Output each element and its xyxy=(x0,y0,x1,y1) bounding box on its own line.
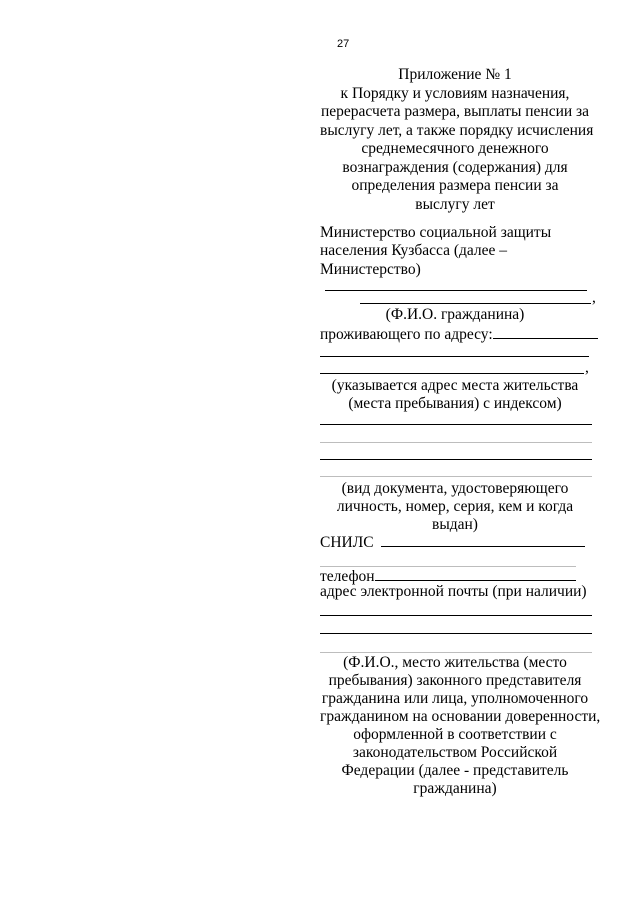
snils-label: СНИЛС xyxy=(320,534,374,551)
email-line-3[interactable] xyxy=(320,652,592,653)
address-field-inline[interactable] xyxy=(493,324,598,339)
document-line-2[interactable] xyxy=(320,442,592,443)
appendix-line: к Порядку и условиям назначения, xyxy=(340,85,570,102)
appendix-line: вознаграждения (содержания) для xyxy=(342,159,568,176)
address-caption-line: (места пребывания) с индексом) xyxy=(348,395,562,412)
representative-caption-line: законодательством Российской xyxy=(352,744,558,761)
addressee-line: населения Кузбасса (далее – xyxy=(320,242,508,259)
document-caption-line: личность, номер, серия, кем и когда xyxy=(336,498,574,515)
fio-caption: (Ф.И.О. гражданина) xyxy=(385,306,525,323)
document-line-3[interactable] xyxy=(320,459,592,460)
email-label: адрес электронной почты (при наличии) xyxy=(320,583,587,600)
representative-caption-line: гражданина или лица, уполномоченного xyxy=(321,690,589,707)
email-line-1[interactable] xyxy=(320,615,592,616)
appendix-line: выслугу лет xyxy=(415,196,495,213)
address-trailing-comma: , xyxy=(585,359,589,376)
snils-field[interactable] xyxy=(381,532,585,547)
fio-line-2[interactable] xyxy=(360,303,591,304)
representative-caption-line: пребывания) законного представителя xyxy=(328,672,582,689)
appendix-line: перерасчета размера, выплаты пенсии за xyxy=(320,103,590,120)
page-number: 27 xyxy=(337,38,350,50)
document-line-4[interactable] xyxy=(320,476,592,477)
email-line-2[interactable] xyxy=(320,633,592,634)
addressee-line: Министерство) xyxy=(320,261,421,278)
addressee-line: Министерство социальной защиты xyxy=(320,224,552,241)
appendix-line: среднемесячного денежного xyxy=(361,140,549,157)
phone-label: телефон xyxy=(320,568,375,585)
document-line-1[interactable] xyxy=(320,424,592,425)
document-caption-line: (вид документа, удостоверяющего xyxy=(341,480,569,497)
address-caption-line: (указывается адрес места жительства xyxy=(331,377,579,394)
address-line-3[interactable] xyxy=(320,373,584,374)
appendix-line: выслугу лет, а также порядку исчисления xyxy=(320,122,594,139)
representative-caption-line: (Ф.И.О., место жительства (место xyxy=(343,654,567,671)
representative-caption-line: гражданина) xyxy=(413,780,497,797)
phone-field[interactable] xyxy=(375,566,576,581)
appendix-title: Приложение № 1 xyxy=(398,66,512,83)
address-line-2[interactable] xyxy=(320,356,589,357)
fio-line-1[interactable] xyxy=(325,290,587,291)
appendix-line: определения размера пенсии за xyxy=(351,177,559,194)
document-caption-line: выдан) xyxy=(432,516,478,533)
fio-trailing-comma: , xyxy=(592,289,596,306)
representative-caption-line: Федерации (далее - представитель xyxy=(341,762,569,779)
representative-caption-line: гражданином на основании доверенности, xyxy=(320,708,601,725)
residing-label: проживающего по адресу: xyxy=(320,326,493,343)
address-label-row xyxy=(320,324,598,345)
representative-caption-line: оформленной в соответствии с xyxy=(353,726,557,743)
snils-row xyxy=(320,532,585,553)
